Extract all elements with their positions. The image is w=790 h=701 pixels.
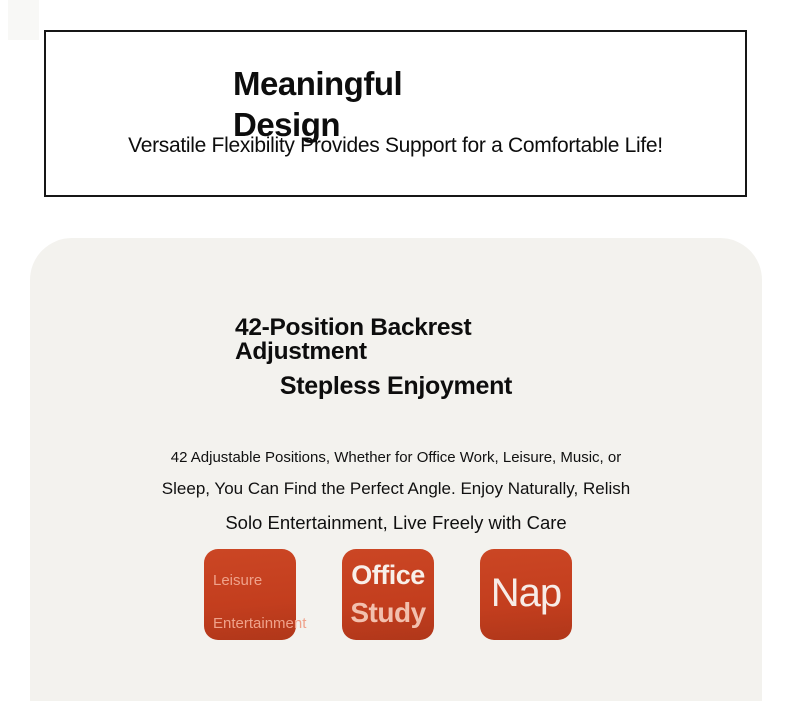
nap-button-label: Nap [490, 570, 562, 615]
feature-card [30, 238, 762, 701]
hero-title-line2: Design [233, 106, 341, 144]
office-button-line2: Study [350, 597, 426, 628]
nap-button[interactable] [480, 549, 572, 640]
hero-subtitle: Versatile Flexibility Provides Support for a Comfortable Life! [128, 134, 663, 157]
office-study-button[interactable] [342, 549, 434, 640]
feature-description-line2: Sleep, You Can Find the Perfect Angle. Enjoy Naturally, Relish [161, 479, 631, 498]
corner-background-patch [8, 0, 39, 40]
hero-banner [44, 30, 747, 197]
leisure-button-line2: Entertainment [213, 614, 307, 632]
feature-subheading: Stepless Enjoyment [279, 372, 513, 400]
feature-heading [235, 316, 471, 364]
feature-description-line1: 42 Adjustable Positions, Whether for Office Work, Leisure, Music, or [170, 449, 622, 466]
feature-heading-line1: 42-Position Backrest [235, 314, 472, 342]
category-buttons-row [22, 549, 754, 640]
leisure-entertainment-button[interactable] [204, 549, 307, 640]
hero-title-line1: Meaningful [233, 65, 403, 103]
hero-title [233, 63, 402, 145]
leisure-button-line1: Leisure [213, 571, 263, 589]
feature-description-line3: Solo Entertainment, Live Freely with Care [225, 511, 567, 533]
feature-heading-line2: Adjustment [235, 338, 367, 366]
office-button-line1: Office [351, 560, 425, 590]
